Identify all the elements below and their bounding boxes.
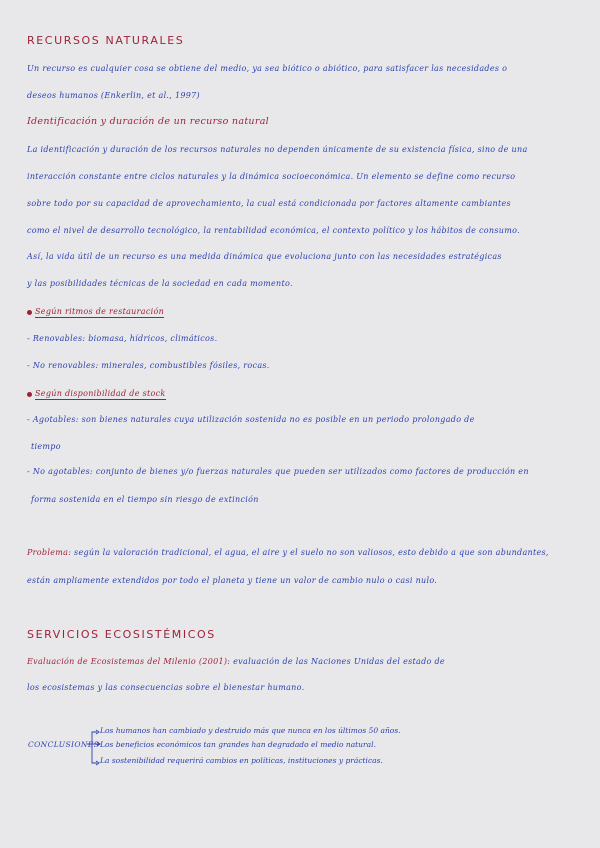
list-item-no-agotables: - No agotables: conjunto de bienes y/o fuerzas naturales que pueden ser utilizados como factores de producción en <box>27 467 529 476</box>
intro-line-2: deseos humanos (Enkerlin, et al., 1997) <box>27 91 200 100</box>
bullet-dot-icon <box>27 392 32 397</box>
paragraph-line-6: y las posibilidades técnicas de la sociedad en cada momento. <box>27 279 293 288</box>
problema-line-1 <box>27 548 549 557</box>
bullet-dot-icon <box>27 310 32 315</box>
paragraph-line-4: como el nivel de desarrollo tecnológico, la rentabilidad económica, el contexto político y los hábitos de consumo. <box>27 226 520 235</box>
paragraph-line-1: La identificación y duración de los recursos naturales no dependen únicamente de su existencia física, sino de una <box>27 145 528 154</box>
paragraph-line-3: sobre todo por su capacidad de aprovechamiento, la cual está condicionada por factores altamente cambiantes <box>27 199 511 208</box>
problema-label: Problema: <box>27 548 72 557</box>
evaluacion-label: Evaluación de Ecosistemas del Milenio (2001): <box>27 657 231 666</box>
list-item-agotables-cont: tiempo <box>31 442 61 451</box>
conclusiones-label: CONCLUSIONES <box>28 740 100 749</box>
section-title-recursos: RECURSOS NATURALES <box>27 34 185 47</box>
evaluacion-line-2: los ecosistemas y las consecuencias sobre el bienestar humano. <box>27 683 305 692</box>
list-item-agotables: - Agotables: son bienes naturales cuya utilización sostenida no es posible en un periodo prolongado de <box>27 415 475 424</box>
problema-line-2: están ampliamente extendidos por todo el planeta y tiene un valor de cambio nulo o casi nulo. <box>27 576 438 585</box>
paragraph-line-2: interacción constante entre ciclos naturales y la dinámica socioeconómica. Un elemento se define como recurso <box>27 172 516 181</box>
heading-restauracion: Según ritmos de restauración <box>35 307 165 316</box>
bullet-restauracion <box>27 307 164 316</box>
conclusion-item-3: La sostenibilidad requerirá cambios en políticas, instituciones y prácticas. <box>100 756 383 765</box>
list-item-no-renovables: - No renovables: minerales, combustibles fósiles, rocas. <box>27 361 270 370</box>
intro-line-1: Un recurso es cualquier cosa se obtiene del medio, ya sea biótico o abiótico, para satisfacer las necesidades o <box>27 64 508 73</box>
section-title-servicios: SERVICIOS ECOSISTÉMICOS <box>27 628 216 641</box>
evaluacion-text-1: evaluación de las Naciones Unidas del estado de <box>230 657 445 666</box>
list-item-renovables: - Renovables: biomasa, hídricos, climáticos. <box>27 334 218 343</box>
conclusion-item-2: Los beneficios económicos tan grandes han degradado el medio natural. <box>100 740 376 749</box>
evaluacion-line-1 <box>27 657 445 666</box>
problema-text-1: según la valoración tradicional, el agua, el aire y el suelo no son valiosos, esto debido a que son abundantes, <box>71 548 549 557</box>
paragraph-line-5: Así, la vida útil de un recurso es una medida dinámica que evoluciona junto con las necesidades estratégicas <box>27 252 502 261</box>
conclusion-item-1: Los humanos han cambiado y destruido más que nunca en los últimos 50 años. <box>100 726 401 735</box>
list-item-no-agotables-cont: forma sostenida en el tiempo sin riesgo de extinción <box>31 495 259 504</box>
heading-identificacion: Identificación y duración de un recurso natural <box>27 116 269 127</box>
heading-stock: Según disponibilidad de stock <box>35 389 166 398</box>
bullet-stock <box>27 389 166 398</box>
